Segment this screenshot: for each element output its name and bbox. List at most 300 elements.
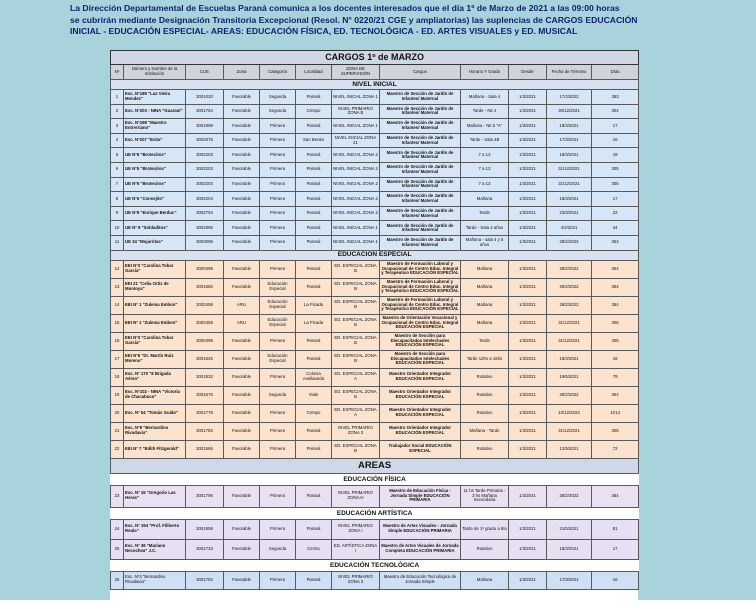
- table-cell: NIVEL INICIAL ZONA 21: [332, 133, 380, 148]
- table-cell: Maestro de Sección para Discapacitados Intelectuales EDUCACIÓN ESPECIAL: [380, 350, 461, 368]
- table-cell: 3001958: [186, 519, 224, 539]
- table-cell: Favorable: [224, 235, 260, 250]
- table-cell: 305: [592, 422, 639, 440]
- table-cell: 305: [592, 177, 639, 192]
- table-header-row: [111, 65, 639, 80]
- table-row: [111, 221, 639, 236]
- section-heading: AREAS: [111, 458, 639, 473]
- table-cell: 9: [111, 206, 124, 221]
- table-row: [111, 148, 639, 163]
- table-cell: 1/3/2021: [509, 192, 547, 207]
- table-cell: Primera: [260, 260, 296, 278]
- table-cell: Favorable: [224, 148, 260, 163]
- table-cell: 1/3/2021: [509, 571, 547, 589]
- table-cell: NIVEL PRIMARIO ZONA I: [332, 519, 380, 539]
- table-cell: 3001676: [186, 386, 224, 404]
- table-cell: Esc. Nº189 "Luz Vieira Mendez": [124, 90, 186, 105]
- table-cell: UE Nº 9 "Soldaditos": [124, 221, 186, 236]
- table-cell: Mañana: [461, 571, 509, 589]
- table-cell: Paraná: [296, 162, 332, 177]
- cargos-document: [110, 50, 638, 610]
- table-cell: Paraná: [296, 177, 332, 192]
- table-row: [111, 104, 639, 119]
- table-cell: Favorable: [224, 571, 260, 589]
- table-cell: 1/3/2021: [509, 404, 547, 422]
- table-cell: 11: [111, 235, 124, 250]
- table-cell: 18/3/2021: [547, 192, 592, 207]
- table-row: [111, 539, 639, 559]
- table-cell: Mañana - Tarde: [461, 422, 509, 440]
- table-cell: Maestro de Sección de Jardín de Infantes/ Maternal: [380, 192, 461, 207]
- table-cell: ED. ESPECIAL ZONA A: [332, 368, 380, 386]
- table-cell: Favorable: [224, 119, 260, 134]
- table-cell: 30/12/2021: [547, 104, 592, 119]
- table-cell: 1/3/2021: [509, 539, 547, 559]
- table-cell: Paraná: [296, 278, 332, 296]
- table-cell: EEI 21 "Celia Ortiz de Montoya": [124, 278, 186, 296]
- table-cell: Primera: [260, 485, 296, 507]
- table-cell: Maestro de Sección de Jardín de Infantes/ Maternal: [380, 221, 461, 236]
- table-cell: 3002458: [186, 296, 224, 314]
- table-cell: 21/5/2021: [547, 519, 592, 539]
- table-cell: ED. ESPECIAL ZONA A: [332, 404, 380, 422]
- table-cell: 17: [592, 119, 639, 134]
- table-cell: UE Nº9 "Enrique Berduc": [124, 206, 186, 221]
- table-cell: Primera: [260, 119, 296, 134]
- table-cell: 1: [111, 90, 124, 105]
- table-cell: Primera: [260, 162, 296, 177]
- table-cell: 22: [592, 206, 639, 221]
- table-cell: Favorable: [224, 90, 260, 105]
- table-row: [111, 350, 639, 368]
- table-cell: Paraná: [296, 192, 332, 207]
- table-cell: Favorable: [224, 440, 260, 458]
- table-cell: 23/3/2021: [547, 206, 592, 221]
- table-cell: ED. ESPECIAL ZONA B: [332, 314, 380, 332]
- table-row: [111, 206, 639, 221]
- table-cell: 1/3/2021: [509, 221, 547, 236]
- table-cell: 7 a 13: [461, 148, 509, 163]
- table-cell: 72: [592, 440, 639, 458]
- table-cell: 31/12/2021: [547, 332, 592, 350]
- table-cell: Educación Especial: [260, 278, 296, 296]
- table-cell: ED. ESPECIAL ZONA B: [332, 332, 380, 350]
- table-cell: 31/12/2021: [547, 314, 592, 332]
- table-cell: Tarde - Sala 4 años: [461, 221, 509, 236]
- table-cell: 305: [592, 162, 639, 177]
- table-cell: 4: [111, 133, 124, 148]
- table-cell: 3001764: [186, 104, 224, 119]
- table-cell: 3001020: [186, 90, 224, 105]
- table-cell: Primera: [260, 332, 296, 350]
- section-heading: EDUCACIÓN ESPECIAL: [111, 250, 639, 260]
- table-row: [111, 422, 639, 440]
- table-cell: Paraná: [296, 260, 332, 278]
- table-cell: Tarde - Sala 4B: [461, 133, 509, 148]
- table-cell: Primera: [260, 440, 296, 458]
- table-cell: Paraná: [296, 90, 332, 105]
- table-cell: Maestro de Sección de Jardín de Infantes/ Maternal: [380, 206, 461, 221]
- table-cell: 3001566: [186, 440, 224, 458]
- table-cell: Mañana: [461, 278, 509, 296]
- table-cell: 18: [592, 350, 639, 368]
- table-cell: 1014: [592, 404, 639, 422]
- table-row: [111, 278, 639, 296]
- table-cell: 3003095: [186, 235, 224, 250]
- table-cell: Mañana - Nit 5 "A": [461, 119, 509, 134]
- table-cell: Crespo: [296, 404, 332, 422]
- table-cell: Favorable: [224, 519, 260, 539]
- column-header: Horario Y Grado: [461, 65, 509, 80]
- table-cell: EEI Nº3 "Carolina Tobar García": [124, 260, 186, 278]
- table-row: [111, 368, 639, 386]
- table-cell: Mañana: [461, 260, 509, 278]
- table-cell: Cerrito: [296, 539, 332, 559]
- section-row-fisica: [111, 473, 639, 485]
- table-cell: Primera: [260, 571, 296, 589]
- table-cell: 1/3/2021: [509, 206, 547, 221]
- table-row: [111, 386, 639, 404]
- table-cell: 1/3/2021: [509, 519, 547, 539]
- table-cell: 17/3/2021: [547, 133, 592, 148]
- table-cell: NIVEL INICIAL ZONA 1: [332, 221, 380, 236]
- table-cell: Maestro de Sección de Jardín de Infantes/ Maternal: [380, 90, 461, 105]
- table-cell: Maestro de Artes Visuales - Jornada Simple EDUCACIÓN PRIMARIA: [380, 519, 461, 539]
- table-cell: Favorable: [224, 177, 260, 192]
- table-cell: NIVEL INICIAL ZONA 1: [332, 119, 380, 134]
- table-cell: 3002203: [186, 148, 224, 163]
- table-cell: 19: [111, 386, 124, 404]
- table-cell: 3002204: [186, 192, 224, 207]
- table-cell: Rotativo: [461, 386, 509, 404]
- table-cell: Tarde - Nit 4: [461, 104, 509, 119]
- table-cell: Favorable: [224, 221, 260, 236]
- table-cell: UE Nº6 "Brotecitos": [124, 148, 186, 163]
- table-cell: 3000499: [186, 332, 224, 350]
- table-cell: Viale: [296, 386, 332, 404]
- table-cell: Maestro de Orientación Vocacional y Ocupacional de Centro Educ. Integral EDUCACIÓN ESPECIAL: [380, 314, 461, 332]
- table-cell: Tarde de 1º grado a 6to: [461, 519, 509, 539]
- column-header: Localidad: [296, 65, 332, 80]
- table-cell: 21: [111, 422, 124, 440]
- table-cell: 1/3/2021: [509, 314, 547, 332]
- table-cell: 305: [592, 332, 639, 350]
- table-cell: 22: [111, 440, 124, 458]
- table-cell: Maestro Orientador Integrador EDUCACIÓN ESPECIAL: [380, 422, 461, 440]
- table-cell: 4/4/2021: [547, 221, 592, 236]
- table-cell: 364: [592, 278, 639, 296]
- column-header: Categoría: [260, 65, 296, 80]
- table-cell: 26: [111, 571, 124, 589]
- table-row: [111, 162, 639, 177]
- table-cell: 19/3/2021: [547, 350, 592, 368]
- table-cell: UE Nº5 "Brotecitos": [124, 162, 186, 177]
- section-row-tecnologica: [111, 559, 639, 571]
- table-cell: Maestro de Sección de Jardín de Infantes/ Maternal: [380, 148, 461, 163]
- table-row: [111, 519, 639, 539]
- table-row: [111, 133, 639, 148]
- section-heading: EDUCACIÓN TECNOLÓGICA: [111, 559, 639, 571]
- table-row: [111, 296, 639, 314]
- table-cell: 8: [111, 192, 124, 207]
- table-cell: EEI Nº 1 "Zulema Embon": [124, 296, 186, 314]
- table-cell: Favorable: [224, 104, 260, 119]
- table-cell: 1/3/2021: [509, 148, 547, 163]
- table-cell: Favorable: [224, 278, 260, 296]
- table-cell: NIVEL INICIAL ZONA 2: [332, 206, 380, 221]
- table-cell: NIVEL PRIMARIO ZONA H: [332, 485, 380, 507]
- table-cell: 3002203: [186, 162, 224, 177]
- table-cell: Segunda: [260, 90, 296, 105]
- table-cell: 28/2/2022: [547, 296, 592, 314]
- table-row: [111, 192, 639, 207]
- table-cell: Rotativo: [461, 404, 509, 422]
- column-header: Nº: [111, 65, 124, 80]
- table-cell: Favorable: [224, 350, 260, 368]
- table-cell: Maestro de Educación Física - Jornada Simple EDUCACIÓN PRIMARIA: [380, 485, 461, 507]
- table-cell: 16: [592, 571, 639, 589]
- table-cell: 12: [111, 260, 124, 278]
- table-cell: Colonia Avellaneda: [296, 368, 332, 386]
- table-cell: 3001998: [186, 119, 224, 134]
- table-cell: NIVEL PRIMARIO ZONA 3: [332, 571, 380, 589]
- column-header: Días: [592, 65, 639, 80]
- column-header: CUE: [186, 65, 224, 80]
- table-cell: 3001782: [186, 422, 224, 440]
- table-cell: 16: [592, 133, 639, 148]
- table-cell: Esc. Nº 170 "8 Brigada Aérea": [124, 368, 186, 386]
- table-cell: 3001733: [186, 539, 224, 559]
- table-cell: San Benito: [296, 133, 332, 148]
- table-cell: Maestro Orientador Integrador EDUCACIÓN ESPECIAL: [380, 368, 461, 386]
- table-cell: Esc. Nº 15 "Gregorio Las Heras": [124, 485, 186, 507]
- table-cell: Esc. Nº203 - NINA "Guaraní": [124, 104, 186, 119]
- section-heading: EDUCACIÓN FÍSICA: [111, 473, 639, 485]
- table-cell: Trabajador Social EDUCACIÓN ESPECIAL: [380, 440, 461, 458]
- table-cell: 1/3/2021: [509, 350, 547, 368]
- table-row: [111, 260, 639, 278]
- table-cell: 17: [111, 350, 124, 368]
- column-header: Zona: [224, 65, 260, 80]
- table-cell: Paraná: [296, 485, 332, 507]
- table-cell: 19/3/2021: [547, 148, 592, 163]
- table-cell: 81: [592, 519, 639, 539]
- column-header: Número y Nombre de la Institución: [124, 65, 186, 80]
- table-cell: 1/3/2021: [509, 260, 547, 278]
- table-row: [111, 177, 639, 192]
- section-row-areas: [111, 458, 639, 473]
- table-cell: ED. ARTÍSTICA ZONA I: [332, 539, 380, 559]
- table-cell: Rotativo: [461, 440, 509, 458]
- table-cell: 1/3/2021: [509, 332, 547, 350]
- table-cell: Paraná: [296, 519, 332, 539]
- column-header: Cargos: [380, 65, 461, 80]
- announcement-line-3: INICIAL - EDUCACIÓN ESPECIAL- AREAS: EDUCACIÓN FÍSICA, ED. TECNOLÓGICA - ED. ARTES VISUALES y ED. MUSICAL: [70, 26, 578, 36]
- table-cell: Esc. Nº 54 "Tomás Guido": [124, 404, 186, 422]
- table-cell: Mañana: [461, 192, 509, 207]
- table-cell: Maestro Orientador Integrador EDUCACIÓN ESPECIAL: [380, 386, 461, 404]
- table-cell: ED. ESPECIAL ZONA B: [332, 296, 380, 314]
- table-cell: Favorable: [224, 422, 260, 440]
- table-row: [111, 571, 639, 589]
- table-cell: Tarde 12hs a 16hs: [461, 350, 509, 368]
- table-cell: Tarde: [461, 206, 509, 221]
- table-cell: 11 hs Tarde Primaria - 3 hs Mañana Secundaria: [461, 485, 509, 507]
- table-cell: Maestro de Educación Tecnológica de Jornada Simple: [380, 571, 461, 589]
- table-cell: 23: [111, 485, 124, 507]
- table-cell: 2: [111, 104, 124, 119]
- table-cell: NIVEL PRIMARIO ZONA B: [332, 104, 380, 119]
- table-cell: 1/3/2021: [509, 119, 547, 134]
- table-cell: 28/2/2022: [547, 235, 592, 250]
- table-cell: 7 a 13: [461, 162, 509, 177]
- table-cell: 364: [592, 386, 639, 404]
- table-cell: 7 a 13: [461, 177, 509, 192]
- table-cell: 3002794: [186, 206, 224, 221]
- table-cell: 3001796: [186, 485, 224, 507]
- table-row: [111, 314, 639, 332]
- table-title: CARGOS 1º de MARZO: [111, 51, 639, 65]
- announcement-line-1: La Dirección Departamental de Escuelas Paraná comunica a los docentes interesados que el día 1º de Marzo de 2021 a las 09:00 horas: [70, 3, 620, 13]
- announcement-line-2: se cubrirán mediante Designación Transitoria Excepcional (Resol. N° 0220/21 CGE y ampliatorias) las suplencias de CARGOS EDUCACIÓN: [70, 14, 638, 25]
- table-cell: Mañana: [461, 296, 509, 314]
- table-cell: 1/3/2021: [509, 90, 547, 105]
- table-cell: Tarde: [461, 332, 509, 350]
- table-cell: 20: [111, 404, 124, 422]
- table-row: [111, 440, 639, 458]
- table-cell: 28/2/2022: [547, 485, 592, 507]
- table-cell: Maestro de Sección de Jardín de Infantes/ Maternal: [380, 235, 461, 250]
- table-cell: Paraná: [296, 206, 332, 221]
- table-cell: NIVEL INICIAL ZONA 2: [332, 192, 380, 207]
- table-cell: ED. ESPECIAL ZONA B: [332, 440, 380, 458]
- table-cell: 1/3/2021: [509, 368, 547, 386]
- table-cell: Primera: [260, 206, 296, 221]
- table-cell: Primera: [260, 235, 296, 250]
- table-cell: Segunda: [260, 104, 296, 119]
- table-cell: Maestro de Formación Laboral y Ocupacional de Centro Educ. Integral y Terapéutico EDUCACIÓN ESPECIAL: [380, 296, 461, 314]
- table-cell: 1/3/2021: [509, 162, 547, 177]
- cargos-table: [110, 50, 639, 590]
- table-cell: Rotativo: [461, 368, 509, 386]
- table-cell: Paraná: [296, 332, 332, 350]
- table-cell: 3002458: [186, 314, 224, 332]
- table-cell: Esc. Nº3 "Bernardino Rivadavia": [124, 571, 186, 589]
- table-cell: 34: [592, 221, 639, 236]
- table-cell: 17/2/2022: [547, 90, 592, 105]
- table-cell: UE Nº6 "Consejito": [124, 192, 186, 207]
- table-cell: ARU: [224, 296, 260, 314]
- table-cell: Paraná: [296, 422, 332, 440]
- table-cell: 31/12/2021: [547, 177, 592, 192]
- table-cell: 18/3/2021: [547, 539, 592, 559]
- table-cell: ED. ESPECIAL ZONA B: [332, 350, 380, 368]
- table-cell: Maestro de Sección para Discapacitados Intelectuales EDUCACIÓN ESPECIAL: [380, 332, 461, 350]
- table-cell: Segunda: [260, 539, 296, 559]
- table-cell: Favorable: [224, 485, 260, 507]
- table-cell: 3001782: [186, 571, 224, 589]
- table-cell: Paraná: [296, 148, 332, 163]
- table-cell: 17: [592, 539, 639, 559]
- table-cell: 12/5/2021: [547, 440, 592, 458]
- table-cell: 364: [592, 296, 639, 314]
- table-cell: 3002996: [186, 221, 224, 236]
- table-cell: Paraná: [296, 119, 332, 134]
- table-cell: Primera: [260, 404, 296, 422]
- table-cell: 15: [111, 314, 124, 332]
- table-cell: Maestro de Sección de Jardín de Infantes/ Maternal: [380, 104, 461, 119]
- table-cell: Rotativo: [461, 539, 509, 559]
- table-cell: 10/12/2023: [547, 404, 592, 422]
- column-header: ZONA DE SUPERVISIÓN: [332, 65, 380, 80]
- table-cell: Maestro de Sección de Jardín de Infantes/ Maternal: [380, 133, 461, 148]
- table-cell: 305: [592, 314, 639, 332]
- table-cell: NIVEL INICIAL ZONA 2: [332, 162, 380, 177]
- table-cell: Maestro de Artes Visuales de Jornada Completa EDUCACIÓN PRIMARIA: [380, 539, 461, 559]
- table-cell: 7: [111, 177, 124, 192]
- section-heading: EDUCACIÓN ARTÍSTICA: [111, 507, 639, 519]
- table-cell: Favorable: [224, 404, 260, 422]
- table-cell: Favorable: [224, 539, 260, 559]
- table-cell: Mañana: [461, 314, 509, 332]
- table-cell: 364: [592, 235, 639, 250]
- table-cell: 5: [111, 148, 124, 163]
- table-cell: EEI Nº 1 "Zulema Embon": [124, 314, 186, 332]
- table-cell: La Picada: [296, 296, 332, 314]
- table-cell: NIVEL INICIAL ZONA 1: [332, 90, 380, 105]
- table-cell: Paraná: [296, 440, 332, 458]
- table-cell: 304: [592, 104, 639, 119]
- table-cell: Favorable: [224, 162, 260, 177]
- table-cell: 1/3/2021: [509, 422, 547, 440]
- table-cell: Maestro de Sección de Jardín de Infantes/ Maternal: [380, 119, 461, 134]
- table-cell: EEI Nº5 "Dr. Martín Ruiz Moreno": [124, 350, 186, 368]
- table-cell: Maestro de Sección de Jardín de Infantes/ Maternal: [380, 177, 461, 192]
- table-cell: 31/12/2021: [547, 422, 592, 440]
- table-cell: 364: [592, 260, 639, 278]
- table-cell: Primera: [260, 148, 296, 163]
- table-cell: Paraná: [296, 235, 332, 250]
- table-row: [111, 90, 639, 105]
- table-cell: 25: [111, 539, 124, 559]
- table-cell: 1/3/2021: [509, 177, 547, 192]
- table-cell: Esc. Nº 194 "Prof. Filiberto Reula": [124, 519, 186, 539]
- table-cell: 1/3/2021: [509, 235, 547, 250]
- column-header: Fecha de Término: [547, 65, 592, 80]
- table-cell: NIVEL PRIMARIO ZONA 3: [332, 422, 380, 440]
- table-cell: Favorable: [224, 332, 260, 350]
- table-cell: 364: [592, 485, 639, 507]
- table-cell: Favorable: [224, 206, 260, 221]
- table-cell: 1/3/2021: [509, 296, 547, 314]
- table-cell: 17/3/2021: [547, 571, 592, 589]
- table-cell: 1/3/2021: [509, 386, 547, 404]
- table-cell: 13: [111, 278, 124, 296]
- section-heading: NIVEL INICIAL: [111, 80, 639, 90]
- table-cell: 6: [111, 162, 124, 177]
- table-cell: EEI Nº 7 "Edith Fitzgerald": [124, 440, 186, 458]
- table-cell: 3001779: [186, 404, 224, 422]
- table-cell: 3: [111, 119, 124, 134]
- table-cell: Primera: [260, 133, 296, 148]
- table-cell: Favorable: [224, 192, 260, 207]
- table-cell: 1/3/2021: [509, 104, 547, 119]
- table-cell: NIVEL INICIAL ZONA 1: [332, 235, 380, 250]
- table-cell: Esc. Nº102 - NINA "Victoria de Chacabuco": [124, 386, 186, 404]
- table-cell: 16: [111, 332, 124, 350]
- announcement-text: [70, 3, 670, 38]
- table-cell: ED. ESPECIAL ZONA B: [332, 386, 380, 404]
